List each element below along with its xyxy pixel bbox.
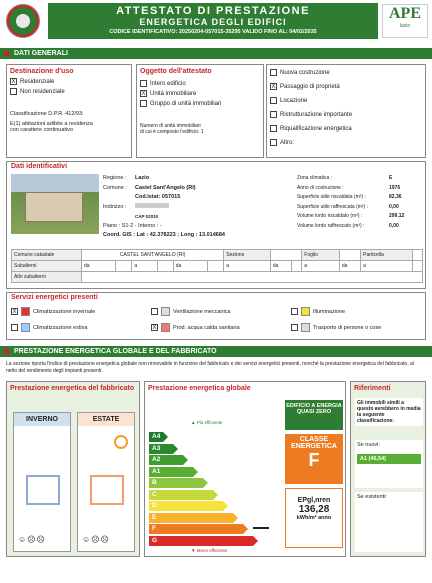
checkbox-other[interactable] <box>270 139 277 146</box>
energy-class-bar-e: E <box>149 513 233 523</box>
least-efficient-label: ▼ Meno efficiente <box>191 548 228 553</box>
checkbox-sale[interactable]: X <box>271 83 276 90</box>
energy-class-value: F <box>308 450 320 470</box>
code-validity: CODICE IDENTIFICATIVO: 20250204-057015-35295 VALIDO FINO AL: 04/02/2035 <box>109 29 317 35</box>
destination-box: Destinazione d'uso X Residenziale Non residenziale Classificazione D.P.R. 412/93: E(1) abitazioni adibite a residenza con carattere continuativo <box>6 64 132 158</box>
energy-class-bar-b: B <box>149 478 203 488</box>
sun-icon <box>114 435 128 449</box>
destination-title: Destinazione d'uso <box>10 68 74 75</box>
snowflake-icon <box>21 323 30 332</box>
ape-logo: APE lazio <box>382 4 428 38</box>
winter-faces: ☺☹☹ <box>18 535 46 544</box>
checkbox-residential[interactable]: X <box>11 78 16 85</box>
object-title: Oggetto dell'attestato <box>140 68 212 75</box>
checkbox-transport[interactable] <box>291 324 298 331</box>
elevator-icon <box>301 323 310 332</box>
istat-value: 057015 <box>161 194 181 200</box>
title-line-1: ATTESTATO DI PRESTAZIONE <box>116 5 310 17</box>
energy-class-bar-a2: A2 <box>149 455 183 465</box>
services-box: Servizi energetici presenti X Climatizzazione invernale Ventilazione meccanica Illuminazione Climatizzazione estiva X Prod. acqua calda sanitaria Trasporto di persone o cose <box>6 292 426 340</box>
checkbox-renovation[interactable] <box>270 111 277 118</box>
fan-icon <box>161 307 170 316</box>
ref-existing: Se esistenti: <box>355 492 423 552</box>
identity-box: Dati identificativi Regione : Lazio Comune : Castel Sant'Angelo (RI) Cod.Istat: 057015 Indirizzo : CAP 02010 Piano : S1-2 - Interno : - Coord. GIS : Lat : 42.378223 ; Long : 13.014684 Zona climatica : E Anno di costruzione : 1976 Superficie utile riscaldata (m²) : 82,36 Superficie utile raffrescata (m²) : 0,00 Volume lordo riscaldato (m³) : 299,12 Volume lordo raffrescato (m³) : 0,00 Comune catastale CASTEL SANT'ANGELO (RI) Sezione Foglio Particella Subalterni da a da a da a da a Altri subalterni <box>6 161 426 289</box>
checkbox-requalification[interactable] <box>270 125 277 132</box>
summer-house-icon <box>90 475 124 505</box>
ref-new-value: A1 (46,54) <box>357 454 421 464</box>
checkbox-hot-water[interactable]: X <box>152 325 157 331</box>
global-performance-box: Prestazione energetica globale ▲ Più efficiente A4 A3 A2 A1 B C D E F G ▼ Meno efficiente EDIFICIO A ENERGIA QUASI ZERO CLASSE ENERGETICA F EPgl,nren 136,28 kWh/m² anno <box>144 381 346 557</box>
energy-class-scale <box>149 432 279 552</box>
checkbox-rent[interactable] <box>270 97 277 104</box>
checkbox-ventilation[interactable] <box>151 308 158 315</box>
winter-house-icon <box>26 475 60 505</box>
energy-class-bar-a1: A1 <box>149 467 193 477</box>
checkbox-whole-building[interactable] <box>140 80 147 87</box>
title-banner <box>48 3 378 39</box>
energy-class-bar-a4: A4 <box>149 432 163 442</box>
summer-panel: ESTATE ☺☹☹ <box>77 412 135 552</box>
energy-class-bar-a3: A3 <box>149 444 173 454</box>
ep-index-box: EPgl,nren 136,28 kWh/m² anno <box>285 488 343 548</box>
energy-class-bar-g: G <box>149 536 253 546</box>
bulb-icon <box>301 307 310 316</box>
summer-faces: ☺☹☹ <box>82 535 110 544</box>
checkbox-summer-cooling[interactable] <box>11 324 18 331</box>
reason-box: Nuova costruzione X Passaggio di proprietà Locazione Ristrutturazione importante Riqualificazione energetica Altro: <box>266 64 426 158</box>
performance-intro: La sezione riporta l'indice di prestazione energetica globale non rinnovabile in funzione del fabbricato e dei servizi energetici presenti, nonché la prestazione energetica del fabbricato, al netto del rendimento degli impianti presenti. <box>6 361 414 374</box>
object-box: Oggetto dell'attestato Intero edificio X Unità immobiliare Gruppo di unità immobiliari Numero di unità immobiliari di cui è composto l'edificio: 1 <box>136 64 264 158</box>
cadastre-table: Comune catastale CASTEL SANT'ANGELO (RI) Sezione Foglio Particella Subalterni da a da a da a da a Altri subalterni <box>11 249 423 283</box>
identity-title: Dati identificativi <box>11 163 68 170</box>
title-line-2: ENERGETICA DEGLI EDIFICI <box>139 17 287 27</box>
region-value: Lazio <box>135 175 150 181</box>
region-seal-logo <box>6 4 40 38</box>
redacted-address <box>135 203 169 208</box>
checkbox-nonresidential[interactable] <box>10 88 17 95</box>
winter-panel: INVERNO ☺☹☹ <box>13 412 71 552</box>
ep-value: 136,28 <box>298 504 330 515</box>
energy-class-bar-c: C <box>149 490 213 500</box>
references-box: Riferimenti Gli immobili simili a questo avrebbero in media la seguente classificazione: Se nuovi: A1 (46,54) Se esistenti: <box>350 381 426 557</box>
classification-label: Classificazione D.P.R. 412/93: <box>10 111 84 117</box>
checkbox-new[interactable] <box>270 69 277 76</box>
section-performance-header: PRESTAZIONE ENERGETICA GLOBALE E DEL FABBRICATO <box>0 346 432 357</box>
section-general-header: DATI GENERALI <box>0 48 432 59</box>
floor-info: Piano : S1-2 - Interno : - <box>103 222 162 229</box>
building-photo <box>11 174 99 234</box>
energy-class-badge: CLASSE ENERGETICA F <box>285 434 343 484</box>
current-class-marker <box>253 527 269 529</box>
most-efficient-label: ▲ Più efficiente <box>191 420 223 425</box>
services-title: Servizi energetici presenti <box>11 294 98 301</box>
checkbox-lighting[interactable] <box>291 308 298 315</box>
gis-coords: Coord. GIS : Lat : 42.378223 ; Long : 13.014684 <box>103 232 225 238</box>
checkbox-winter-heating[interactable]: X <box>12 309 17 315</box>
checkbox-unit-group[interactable] <box>140 100 147 107</box>
energy-class-bar-d: D <box>149 501 223 511</box>
checkbox-unit[interactable]: X <box>141 90 146 97</box>
radiator-icon <box>21 307 30 316</box>
nzeb-badge: EDIFICIO A ENERGIA QUASI ZERO <box>285 400 343 430</box>
energy-class-bar-f: F <box>149 524 243 534</box>
faucet-icon <box>161 323 170 332</box>
comune-value: Castel Sant'Angelo (RI) <box>135 184 196 191</box>
ref-new: Se nuovi: A1 (46,54) <box>355 440 423 488</box>
fabric-performance-box: Prestazione energetica del fabbricato INVERNO ☺☹☹ ESTATE ☺☹☹ <box>6 381 140 557</box>
